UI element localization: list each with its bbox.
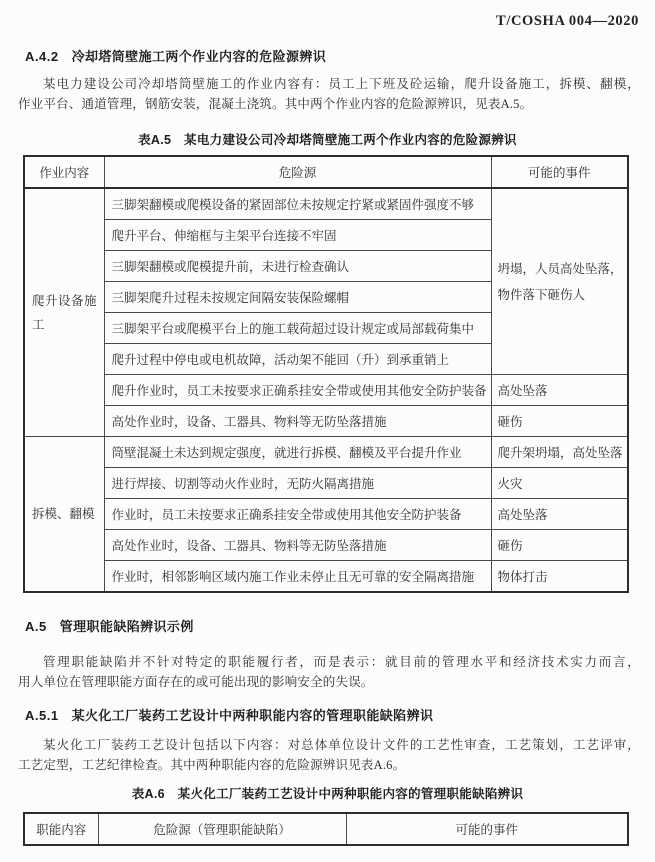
heading-title: 冷却塔筒壁施工两个作业内容的危险源辨识 (71, 49, 327, 64)
table-row (24, 530, 628, 561)
paragraph-a5-1 (18, 735, 640, 775)
paragraph-line: 用人单位在管理职能方面存在的或可能出现的影响安全的失误。 (18, 675, 374, 689)
event-cell: 高处坠落 (491, 375, 628, 406)
hazard-cell: 三脚架翻模或爬模提升前，未进行检查确认 (104, 251, 491, 282)
column-header-function: 职能内容 (24, 813, 98, 845)
hazard-cell: 筒壁混凝土未达到规定强度，就进行拆模、翻模及平台提升作业 (104, 437, 491, 468)
table-a5 (23, 155, 629, 593)
hazard-cell: 高处作业时，设备、工器具、物料等无防坠落措施 (104, 530, 491, 561)
paragraph-line: 工艺定型，工艺纪律检查。其中两种职能内容的危险源辨识见表A.6。 (18, 758, 406, 772)
heading-number: A.5.1 (25, 708, 59, 723)
paragraph-line: 作业平台、通道管理，钢筋安装，混凝土浇筑。其中两个作业内容的危险源辨识，见表A.5。 (18, 97, 533, 111)
hazard-cell: 三脚架爬升过程未按规定间隔安装保险螺帽 (104, 282, 491, 313)
table-row (24, 406, 628, 437)
activity-cell: 爬升设备施工 (24, 188, 104, 437)
column-header-hazard: 危险源 (104, 156, 491, 188)
activity-cell: 拆模、翻模 (24, 437, 104, 593)
table-row (24, 468, 628, 499)
hazard-cell: 进行焊接、切割等动火作业时，无防火隔离措施 (104, 468, 491, 499)
column-header-hazard: 危险源（管理职能缺陷） (98, 813, 346, 845)
event-cell: 砸伤 (491, 406, 628, 437)
column-header-event: 可能的事件 (491, 156, 628, 188)
heading-number: A.5 (25, 619, 47, 634)
table-header-row (24, 156, 628, 188)
paragraph-line: 某火化工厂装药工艺设计包括以下内容：对总体单位设计文件的工艺性审查，工艺策划，工艺评审， (43, 738, 640, 752)
hazard-cell: 高处作业时，设备、工器具、物料等无防坠落措施 (104, 406, 491, 437)
hazard-cell: 爬升过程中停电或电机故障，活动架不能回（升）到承重销上 (104, 344, 491, 375)
hazard-cell: 爬升作业时，员工未按要求正确系挂安全带或使用其他安全防护装备 (104, 375, 491, 406)
heading-a5-1 (25, 705, 433, 724)
table-row (24, 437, 628, 468)
paragraph-line: 管理职能缺陷并不针对特定的职能履行者，而是表示：就目前的管理水平和经济技术实力而言， (43, 655, 640, 669)
event-cell-merged: 坍塌，人员高处坠落，物件落下砸伤人 (491, 188, 628, 375)
table-row (24, 499, 628, 530)
hazard-cell: 作业时，员工未按要求正确系挂安全带或使用其他安全防护装备 (104, 499, 491, 530)
table-a6 (23, 812, 629, 846)
hazard-cell: 三脚架翻模或爬模设备的紧固部位未按规定拧紧或紧固件强度不够 (104, 188, 491, 220)
table-a5-caption: 表A.5 某电力建设公司冷却塔筒壁施工两个作业内容的危险源辨识 (138, 133, 517, 147)
event-cell: 爬升架坍塌，高处坠落 (491, 437, 628, 468)
hazard-cell: 作业时，相邻影响区域内施工作业未停止且无可靠的安全隔离措施 (104, 561, 491, 593)
heading-title: 管理职能缺陷辨识示例 (59, 619, 194, 634)
paragraph-a5 (18, 652, 640, 692)
table-row (24, 375, 628, 406)
table-header-row (24, 813, 628, 845)
heading-a4-2 (25, 46, 326, 65)
table-row (24, 561, 628, 593)
heading-title: 某火化工厂装药工艺设计中两种职能内容的管理职能缺陷辨识 (71, 708, 434, 723)
paragraph-line: 某电力建设公司冷却塔筒壁施工的作业内容有：员工上下班及砼运输，爬升设备施工，拆模、翻模， (43, 77, 640, 91)
standard-reference: T/COSHA 004—2020 (496, 13, 639, 29)
heading-a5 (25, 616, 194, 635)
column-header-activity: 作业内容 (24, 156, 104, 188)
paragraph-a4-2 (18, 74, 640, 114)
event-cell: 火灾 (491, 468, 628, 499)
hazard-cell: 三脚架平台或爬模平台上的施工载荷超过设计规定或局部载荷集中 (104, 313, 491, 344)
table-row (24, 188, 628, 220)
hazard-cell: 爬升平台、伸缩框与主架平台连接不牢固 (104, 220, 491, 251)
heading-number: A.4.2 (25, 49, 59, 64)
event-cell: 砸伤 (491, 530, 628, 561)
table-a6-caption: 表A.6 某火化工厂装药工艺设计中两种职能内容的管理职能缺陷辨识 (131, 787, 524, 801)
event-cell: 高处坠落 (491, 499, 628, 530)
event-cell: 物体打击 (491, 561, 628, 593)
column-header-event: 可能的事件 (346, 813, 628, 845)
